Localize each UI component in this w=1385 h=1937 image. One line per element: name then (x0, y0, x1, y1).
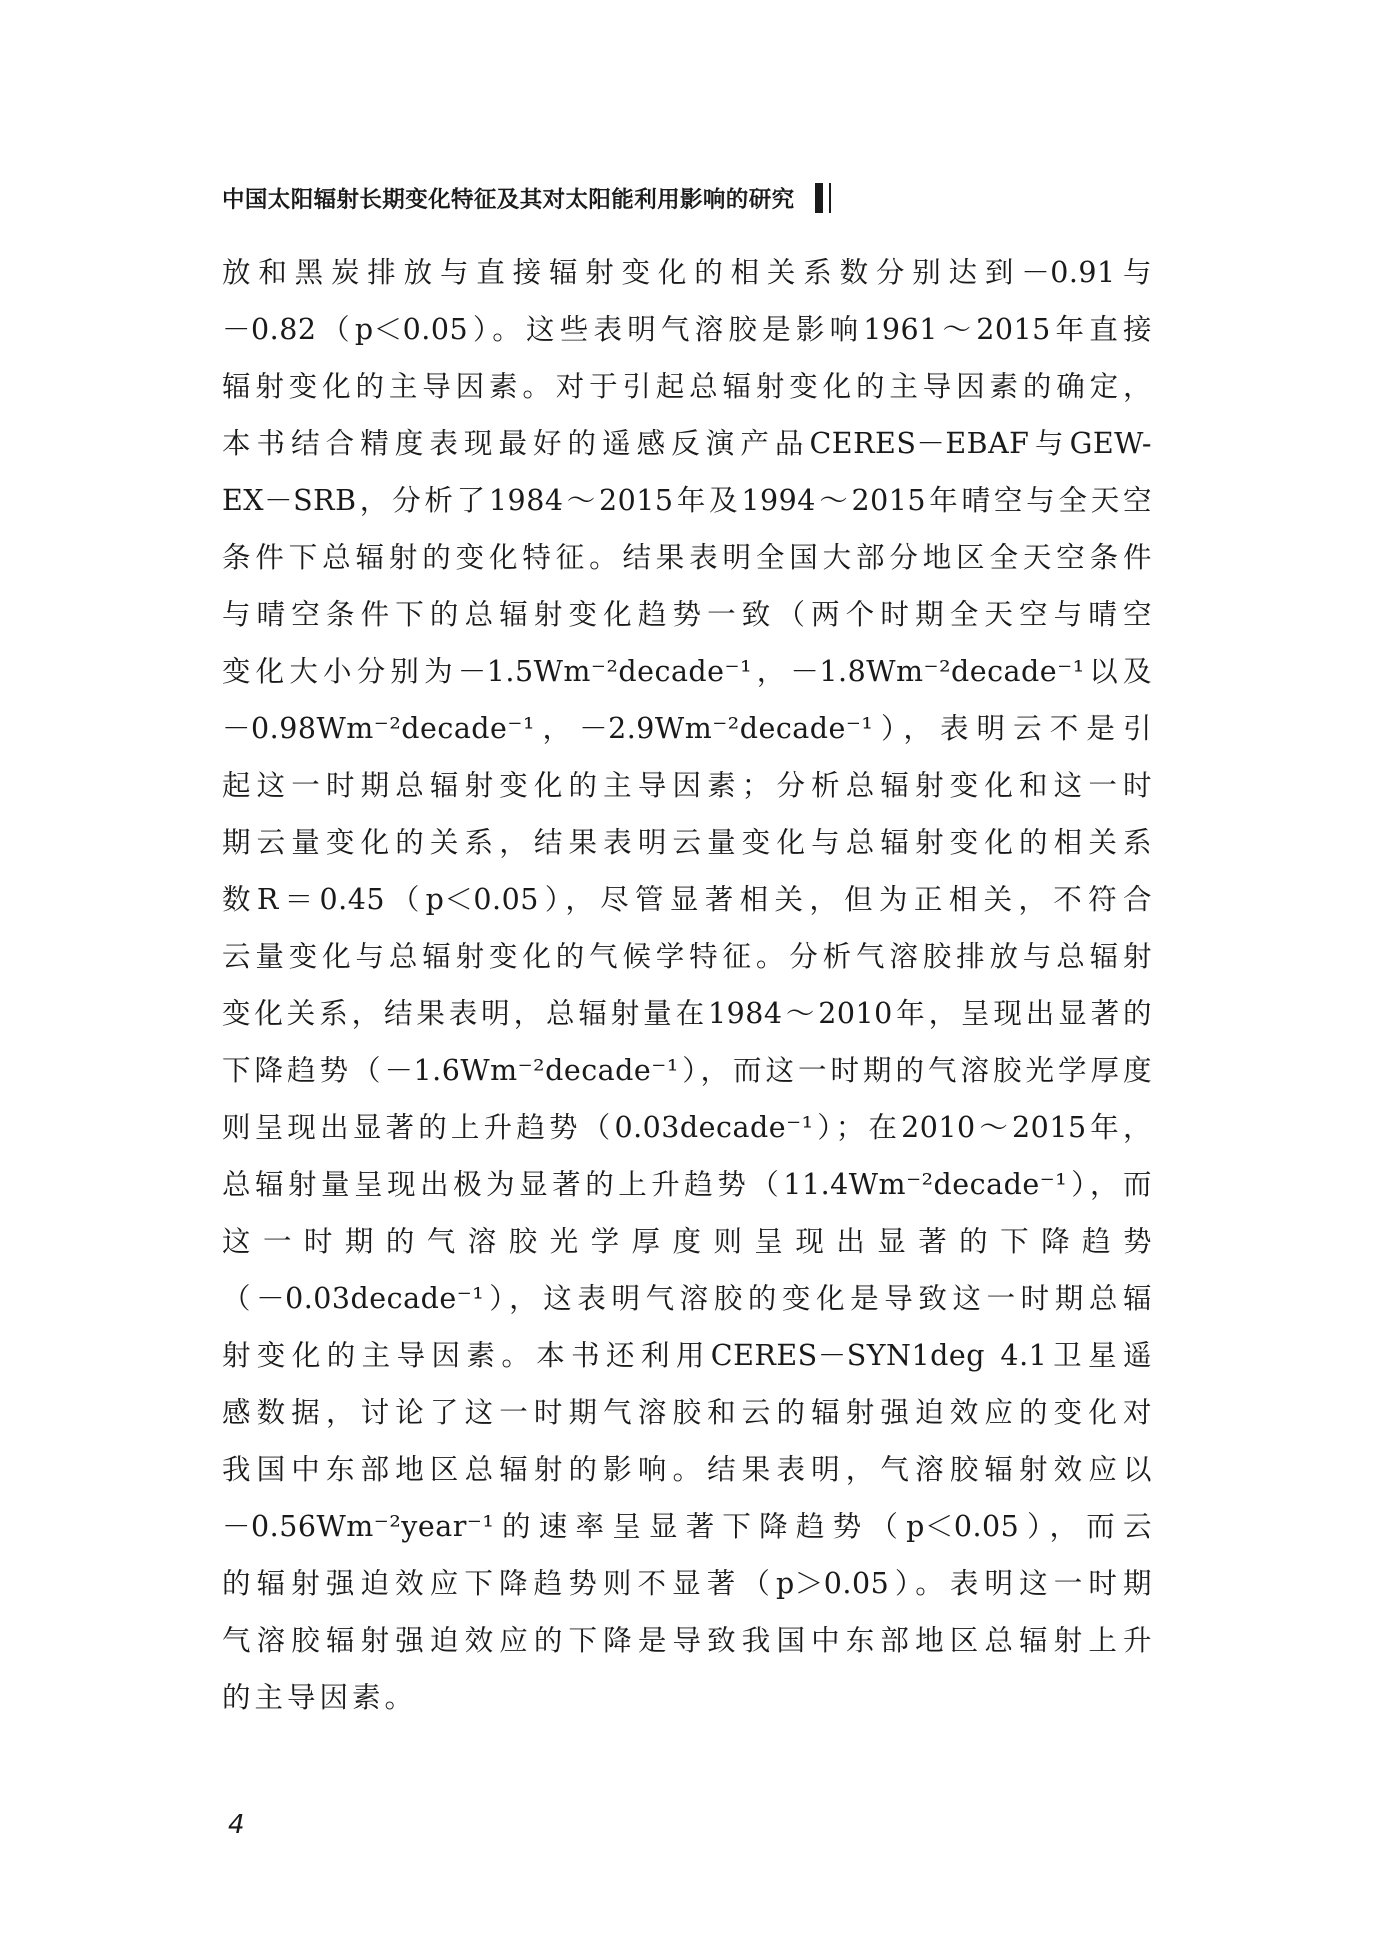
text-line: －0.56Wm⁻²year⁻¹的速率呈显著下降趋势（p＜0.05），而云 (222, 1510, 1152, 1543)
text-line: 变化大小分别为－1.5Wm⁻²decade⁻¹，－1.8Wm⁻²decade⁻¹以及 (222, 655, 1152, 688)
header-bar-thin (829, 183, 831, 213)
text-line: 起这一时期总辐射变化的主导因素；分析总辐射变化和这一时 (222, 769, 1152, 802)
text-line: （－0.03decade⁻¹），这表明气溶胶的变化是导致这一时期总辐 (222, 1282, 1152, 1315)
text-line: 辐射变化的主导因素。对于引起总辐射变化的主导因素的确定， (222, 370, 1152, 403)
body-paragraph (222, 244, 1152, 1726)
text-line: 云量变化与总辐射变化的气候学特征。分析气溶胶排放与总辐射 (222, 940, 1152, 973)
text-line: 条件下总辐射的变化特征。结果表明全国大部分地区全天空条件 (222, 541, 1152, 574)
header-bars-icon (815, 183, 831, 213)
text-line: 下降趋势（－1.6Wm⁻²decade⁻¹），而这一时期的气溶胶光学厚度 (222, 1054, 1152, 1087)
text-line: －0.82（p＜0.05）。这些表明气溶胶是影响1961～2015年直接 (222, 313, 1152, 346)
text-line: 总辐射量呈现出极为显著的上升趋势（11.4Wm⁻²decade⁻¹），而 (222, 1168, 1152, 1201)
book-title: 中国太阳辐射长期变化特征及其对太阳能利用影响的研究 (222, 187, 795, 213)
text-line: 的主导因素。 (222, 1681, 418, 1714)
page-number: 4 (228, 1810, 245, 1840)
text-line: 与晴空条件下的总辐射变化趋势一致（两个时期全天空与晴空 (222, 598, 1152, 631)
text-line: 这一时期的气溶胶光学厚度则呈现出显著的下降趋势 (222, 1225, 1152, 1258)
text-line: 本书结合精度表现最好的遥感反演产品CERES－EBAF与GEW- (222, 427, 1152, 460)
text-line: 感数据，讨论了这一时期气溶胶和云的辐射强迫效应的变化对 (222, 1396, 1152, 1429)
header-bar-thick (815, 183, 823, 213)
text-line: EX－SRB，分析了1984～2015年及1994～2015年晴空与全天空 (222, 484, 1152, 517)
text-line: －0.98Wm⁻²decade⁻¹，－2.9Wm⁻²decade⁻¹），表明云不是引 (222, 712, 1152, 745)
text-line: 期云量变化的关系，结果表明云量变化与总辐射变化的相关系 (222, 826, 1152, 859)
text-line: 我国中东部地区总辐射的影响。结果表明，气溶胶辐射效应以 (222, 1453, 1152, 1486)
text-line: 放和黑炭排放与直接辐射变化的相关系数分别达到－0.91与 (222, 256, 1152, 289)
text-line: 则呈现出显著的上升趋势（0.03decade⁻¹）；在2010～2015年， (222, 1111, 1152, 1144)
text-line: 变化关系，结果表明，总辐射量在1984～2010年，呈现出显著的 (222, 997, 1152, 1030)
text-line: 气溶胶辐射强迫效应的下降是导致我国中东部地区总辐射上升 (222, 1624, 1152, 1657)
text-line: 数R＝0.45（p＜0.05），尽管显著相关，但为正相关，不符合 (222, 883, 1152, 916)
text-line: 射变化的主导因素。本书还利用CERES－SYN1deg 4.1卫星遥 (222, 1339, 1152, 1372)
text-line: 的辐射强迫效应下降趋势则不显著（p＞0.05）。表明这一时期 (222, 1567, 1152, 1600)
running-header (222, 172, 1152, 224)
